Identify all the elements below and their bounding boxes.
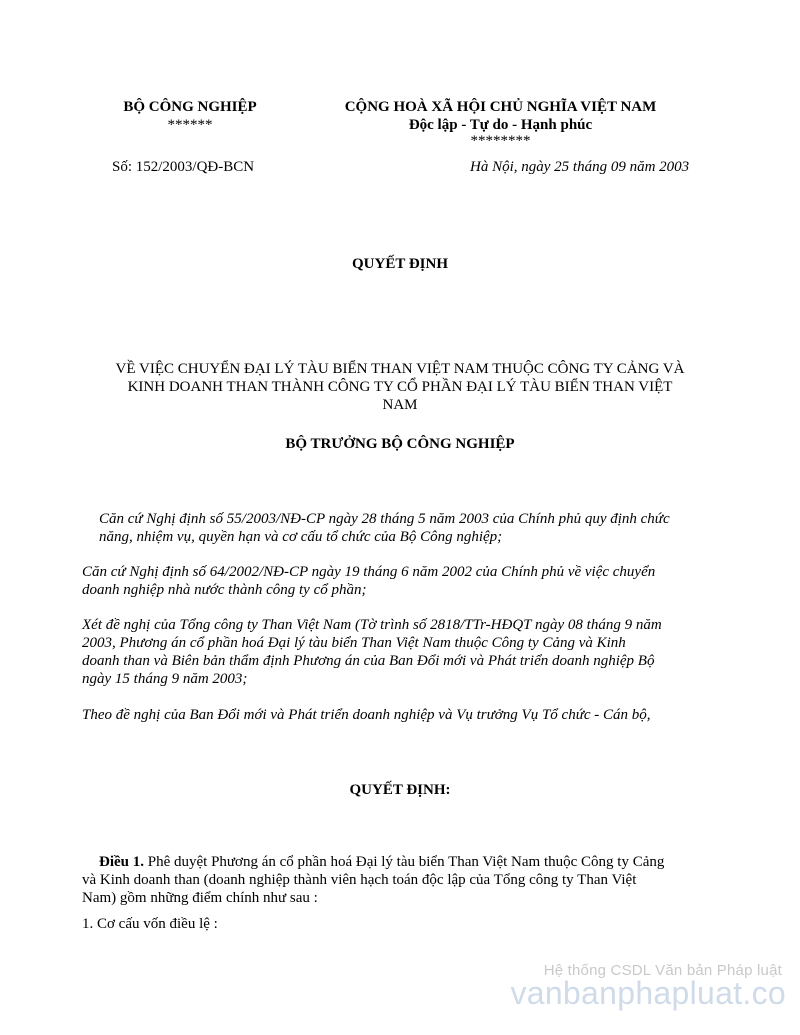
motto-stars: ******** [470,133,531,149]
preamble-line: ngày 15 tháng 9 năm 2003; [82,671,248,687]
item-1: 1. Cơ cấu vốn điều lệ : [82,916,218,932]
document-subject [60,360,740,414]
preamble-line: 2003, Phương án cổ phần hoá Đại lý tàu biển Than Việt Nam thuộc Công ty Cảng và Kinh [82,635,626,651]
decision-heading: QUYẾT ĐỊNH: [349,782,451,798]
preamble-paragraph-1 [99,510,739,546]
preamble-line: Theo đề nghị của Ban Đổi mới và Phát triển doanh nghiệp và Vụ trưởng Vụ Tổ chức - Cán bộ, [82,707,651,723]
preamble-paragraph-4 [82,706,742,724]
country-name: CỘNG HOÀ XÃ HỘI CHỦ NGHĨA VIỆT NAM [344,99,657,115]
article-1-label: Điều 1. [99,854,144,870]
preamble-line: năng, nhiệm vụ, quyền hạn và cơ cấu tổ chức của Bộ Công nghiệp; [99,529,503,545]
preamble-paragraph-3 [82,616,742,688]
ministry-stars: ****** [167,117,213,133]
ministry-name: BỘ CÔNG NGHIỆP [123,99,257,115]
preamble-line: doanh than và Biên bản thẩm định Phương án của Ban Đổi mới và Phát triển doanh nghiệp Bộ [82,653,655,669]
preamble-paragraph-2 [82,563,742,599]
subject-line: KINH DOANH THAN THÀNH CÔNG TY CỔ PHẦN ĐẠI LÝ TÀU BIỂN THAN VIỆT [127,379,673,395]
document-number: Số: 152/2003/QĐ-BCN [112,159,255,175]
preamble-line: Xét đề nghị của Tổng công ty Than Việt Nam (Tờ trình số 2818/TTr-HĐQT ngày 08 tháng 9 năm [82,617,662,633]
article-1-line: Nam) gồm những điểm chính như sau : [82,890,318,906]
preamble-line: doanh nghiệp nhà nước thành công ty cổ phần; [82,582,367,598]
watermark-site: vanbanphapluat.co [510,975,786,1011]
subject-line: VỀ VIỆC CHUYỂN ĐẠI LÝ TÀU BIỂN THAN VIỆT NAM THUỘC CÔNG TY CẢNG VÀ [115,361,685,377]
place-date: Hà Nội, ngày 25 tháng 09 năm 2003 [470,159,690,175]
article-1-first-line [82,853,742,871]
preamble-line: Căn cứ Nghị định số 55/2003/NĐ-CP ngày 28 tháng 5 năm 2003 của Chính phủ quy định chức [99,511,670,527]
motto: Độc lập - Tự do - Hạnh phúc [408,117,593,133]
document-title: QUYẾT ĐỊNH [352,256,448,272]
issuer: BỘ TRƯỞNG BỘ CÔNG NGHIỆP [285,436,515,452]
watermark-caption: Hệ thống CSDL Văn bản Pháp luật [543,962,782,979]
article-1-line: và Kinh doanh than (doanh nghiệp thành viên hạch toán độc lập của Tổng công ty Than Việt [82,872,637,888]
article-1 [82,853,742,907]
article-1-text: Phê duyệt Phương án cổ phần hoá Đại lý tàu biển Than Việt Nam thuộc Công ty Cảng [144,854,665,870]
subject-line: NAM [382,397,418,413]
preamble-line: Căn cứ Nghị định số 64/2002/NĐ-CP ngày 19 tháng 6 năm 2002 của Chính phủ về việc chuyển [82,564,656,580]
